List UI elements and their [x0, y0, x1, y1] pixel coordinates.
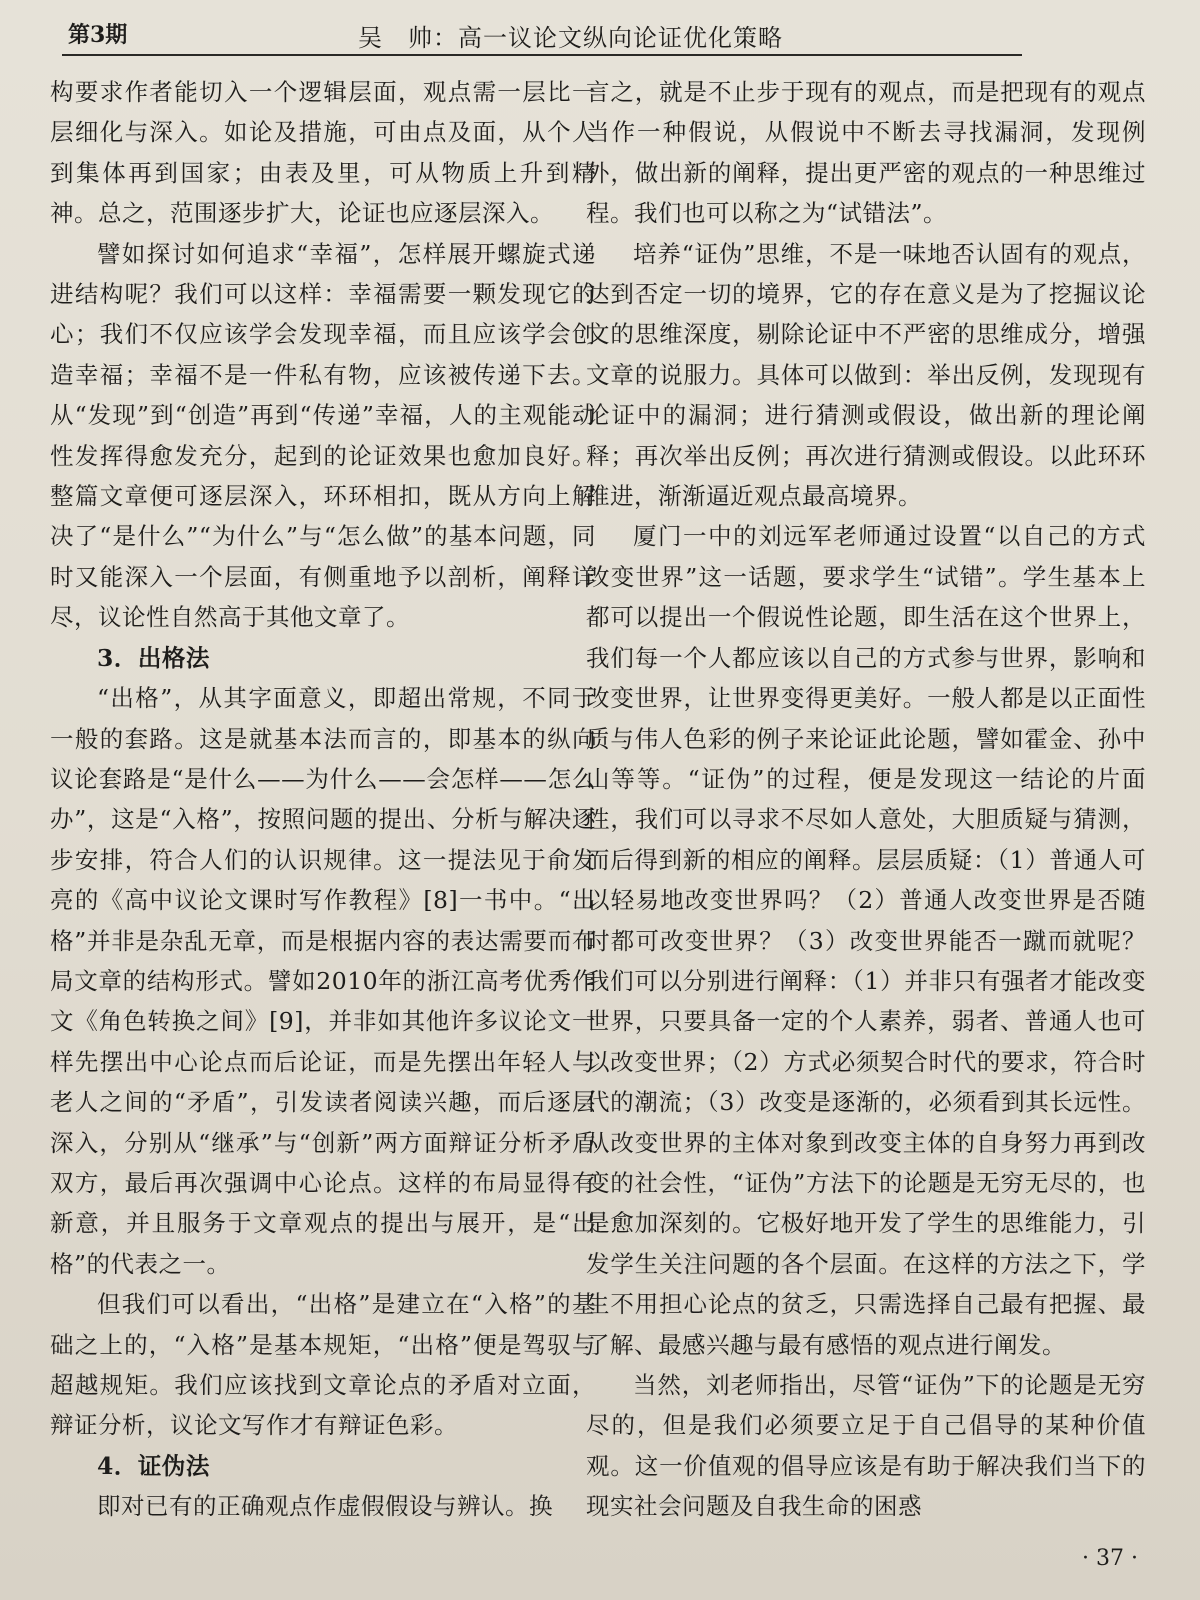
paragraph: 厦门一中的刘远军老师通过设置“以自己的方式改变世界”这一话题，要求学生“试错”。学生基本上都可以提出一个假说性论题，即生活在这个世界上，我们每一个人都应该以自己的方式参与世界，影响和改变世界，让世界变得更美好。一般人都是以正面性质与伟人色彩的例子来论证此论题，譬如霍金、孙中山等等。“证伪”的过程，便是发现这一结论的片面性，我们可以寻求不尽如人意处，大胆质疑与猜测，而后得到新的相应的阐释。层层质疑：（1）普通人可以轻易地改变世界吗？（2）普通人改变世界是否随时都可改变世界？（3）改变世界能否一蹴而就呢？我们可以分别进行阐释：（1）并非只有强者才能改变世界，只要具备一定的个人素养，弱者、普通人也可以改变世界；（2）方式必须契合时代的要求，符合时代的潮流；（3）改变是逐渐的，必须看到其长远性。从改变世界的主体对象到改变主体的自身努力再到改变的社会性，“证伪”方法下的论题是无穷无尽的，也是愈加深刻的。它极好地开发了学生的思维能力，引发学生关注问题的各个层面。在这样的方法之下，学生不用担心论点的贫乏，只需选择自己最有把握、最了解、最感兴趣与最有感悟的观点进行阐发。 — [586, 522, 1146, 1359]
section-heading: 4．证伪法 — [97, 1451, 210, 1480]
running-title: 吴 帅：高一议论文纵向论证优化策略 — [358, 24, 783, 52]
section-heading: 3．出格法 — [97, 643, 210, 672]
page-number: · 37 · — [1082, 1546, 1138, 1571]
paragraph: 但我们可以看出，“出格”是建立在“入格”的基础之上的，“入格”是基本规矩，“出格”便是驾驭与超越规矩。我们应该找到文章论点的矛盾对立面，辩证分析，议论文写作才有辩证色彩。 — [50, 1290, 596, 1440]
paragraph: “出格”，从其字面意义，即超出常规，不同于一般的套路。这是就基本法而言的，即基本的纵向议论套路是“是什么——为什么——会怎样——怎么办”，这是“入格”，按照问题的提出、分析与解决逐步安排，符合人们的认识规律。这一提法见于俞发亮的《高中议论文课时写作教程》[8]一书中。“出格”并非是杂乱无章，而是根据内容的表达需要而布局文章的结构形式。譬如2010年的浙江高考优秀作文《角色转换之间》[9]，并非如其他许多议论文一样先摆出中心论点而后论证，而是先摆出年轻人与老人之间的“矛盾”，引发读者阅读兴趣，而后逐层深入，分别从“继承”与“创新”两方面辩证分析矛盾双方，最后再次强调中心论点。这样的布局显得有新意，并且服务于文章观点的提出与展开，是“出格”的代表之一。 — [50, 684, 596, 1278]
paragraph: 培养“证伪”思维，不是一味地否认固有的观点，达到否定一切的境界，它的存在意义是为了挖掘议论文的思维深度，剔除论证中不严密的思维成分，增强文章的说服力。具体可以做到：举出反例，发现现有论证中的漏洞；进行猜测或假设，做出新的理论阐释；再次举出反例；再次进行猜测或假设。以此环环推进，渐渐逼近观点最高境界。 — [586, 239, 1146, 511]
paragraph: 言之，就是不止步于现有的观点，而是把现有的观点当作一种假说，从假说中不断去寻找漏洞，发现例外，做出新的阐释，提出更严密的观点的一种思维过程。我们也可以称之为“试错法”。 — [586, 78, 1146, 228]
paragraph: 譬如探讨如何追求“幸福”，怎样展开螺旋式递进结构呢？我们可以这样：幸福需要一颗发现它的心；我们不仅应该学会发现幸福，而且应该学会创造幸福；幸福不是一件私有物，应该被传递下去。从“发现”到“创造”再到“传递”幸福，人的主观能动性发挥得愈发充分，起到的论证效果也愈加良好。整篇文章便可逐层深入，环环相扣，既从方向上解决了“是什么”“为什么”与“怎么做”的基本问题，同时又能深入一个层面，有侧重地予以剖析，阐释详尽，议论性自然高于其他文章了。 — [50, 239, 596, 632]
running-header — [62, 14, 1022, 56]
right-column — [586, 72, 1146, 1527]
paragraph: 当然，刘老师指出，尽管“证伪”下的论题是无穷尽的，但是我们必须要立足于自己倡导的某种价值观。这一价值观的倡导应该是有助于解决我们当下的现实社会问题及自我生命的困惑 — [586, 1371, 1146, 1521]
paragraph: 构要求作者能切入一个逻辑层面，观点需一层比一层细化与深入。如论及措施，可由点及面，从个人到集体再到国家；由表及里，可从物质上升到精神。总之，范围逐步扩大，论证也应逐层深入。 — [50, 78, 596, 228]
issue-number: 第3期 — [68, 22, 128, 48]
left-column — [50, 72, 596, 1527]
paragraph: 即对已有的正确观点作虚假假设与辨认。换 — [97, 1492, 553, 1521]
